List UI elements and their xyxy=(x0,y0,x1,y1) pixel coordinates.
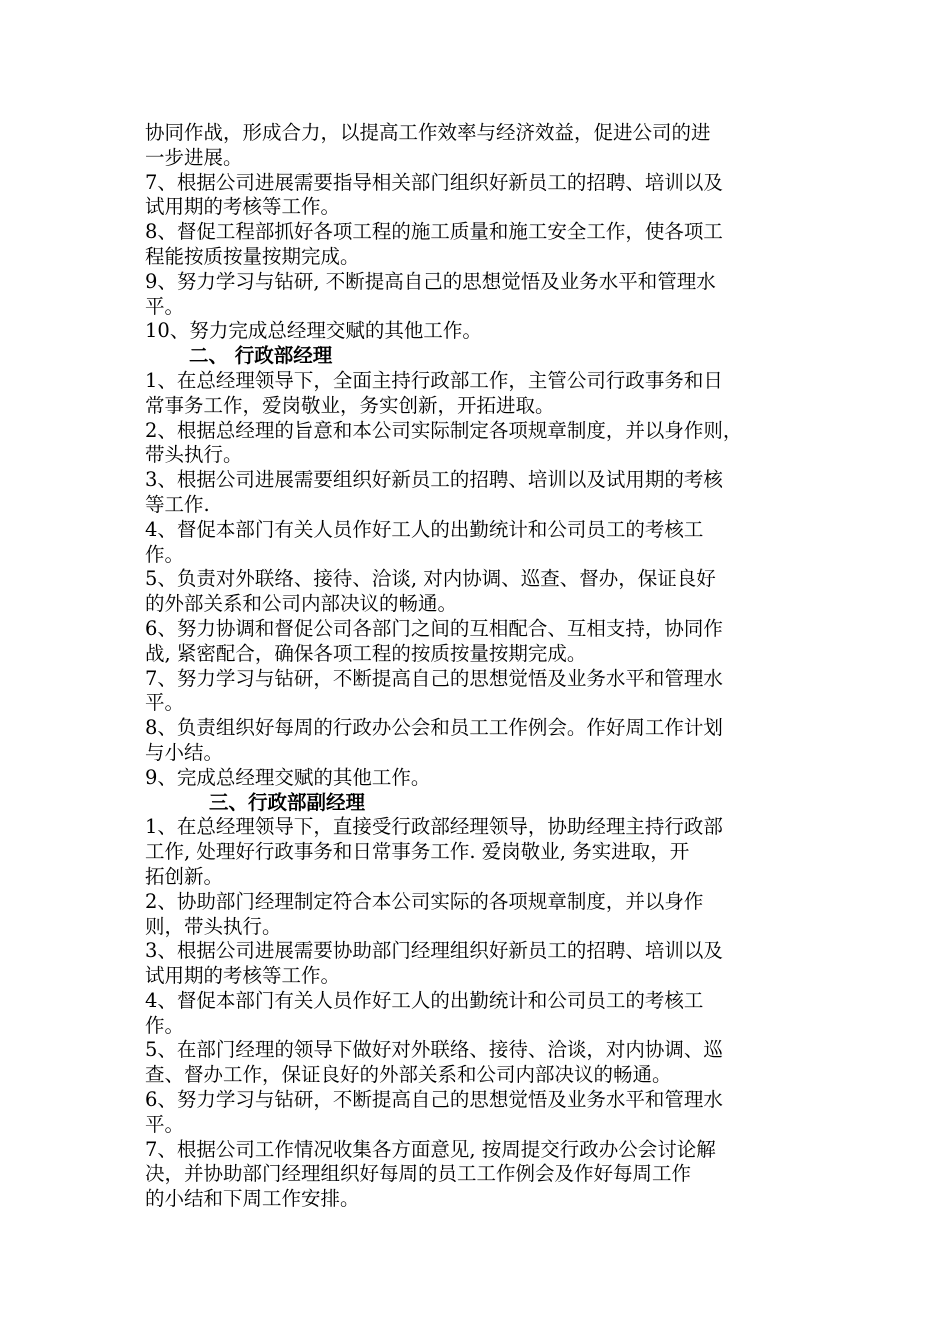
text-line: 2、根据总经理的旨意和本公司实际制定各项规章制度，并以身作则， xyxy=(145,418,743,442)
text-line: 等工作. xyxy=(145,492,210,516)
text-line: 3、根据公司进展需要协助部门经理组织好新员工的招聘、培训以及 xyxy=(145,939,723,963)
text-line: 9、完成总经理交赋的其他工作。 xyxy=(145,765,431,789)
text-line: 平。 xyxy=(145,691,185,715)
text-line: 4、督促本部门有关人员作好工人的出勤统计和公司员工的考核工 xyxy=(145,517,704,541)
text-line: 一步进展。 xyxy=(145,145,243,169)
text-line: 程能按质按量按期完成。 xyxy=(145,244,360,268)
text-line: 7、努力学习与钻研，不断提高自己的思想觉悟及业务水平和管理水 xyxy=(145,666,723,690)
text-line: 试用期的考核等工作。 xyxy=(145,964,341,988)
text-line: 作。 xyxy=(145,1013,185,1037)
text-line: 1、在总经理领导下，全面主持行政部工作，主管公司行政事务和日 xyxy=(145,368,723,392)
text-line: 5、在部门经理的领导下做好对外联络、接待、洽谈，对内协调、巡 xyxy=(145,1038,723,1062)
text-line: 8、负责组织好每周的行政办公会和员工工作例会。作好周工作计划 xyxy=(145,716,723,740)
text-line: 平。 xyxy=(145,294,185,318)
text-line: 9、努力学习与钻研, 不断提高自己的思想觉悟及业务水平和管理水 xyxy=(145,269,716,293)
text-line: 的外部关系和公司内部决议的畅通。 xyxy=(145,592,458,616)
text-line: 7、根据公司进展需要指导相关部门组织好新员工的招聘、培训以及 xyxy=(145,170,723,194)
text-line: 常事务工作，爱岗敬业，务实创新，开拓进取。 xyxy=(145,393,555,417)
text-line: 拓创新。 xyxy=(145,864,224,888)
text-line: 查、督办工作，保证良好的外部关系和公司内部决议的畅通。 xyxy=(145,1063,672,1087)
text-line: 则，带头执行。 xyxy=(145,914,282,938)
text-line: 的小结和下周工作安排。 xyxy=(145,1187,360,1211)
text-line: 工作, 处理好行政事务和日常事务工作. 爱岗敬业, 务实进取，开 xyxy=(145,840,690,864)
text-line: 4、督促本部门有关人员作好工人的出勤统计和公司员工的考核工 xyxy=(145,988,704,1012)
text-line: 战, 紧密配合，确保各项工程的按质按量按期完成。 xyxy=(145,641,587,665)
section-heading: 二、 行政部经理 xyxy=(189,344,333,368)
text-line: 平。 xyxy=(145,1112,185,1136)
text-line: 协同作战，形成合力，以提高工作效率与经济效益，促进公司的进 xyxy=(145,121,711,144)
section-heading: 三、行政部副经理 xyxy=(209,790,366,814)
text-line: 决，并协助部门经理组织好每周的员工工作例会及作好每周工作 xyxy=(145,1162,692,1186)
text-line: 试用期的考核等工作。 xyxy=(145,195,341,219)
text-line: 6、努力学习与钻研，不断提高自己的思想觉悟及业务水平和管理水 xyxy=(145,1088,723,1112)
text-line: 10、努力完成总经理交赋的其他工作。 xyxy=(145,319,482,343)
text-line: 作。 xyxy=(145,542,185,566)
text-line: 带头执行。 xyxy=(145,443,243,467)
text-line: 1、在总经理领导下，直接受行政部经理领导，协助经理主持行政部 xyxy=(145,815,723,839)
text-line: 5、负责对外联络、接待、洽谈, 对内协调、巡查、督办，保证良好 xyxy=(145,567,716,591)
text-line: 7、根据公司工作情况收集各方面意见, 按周提交行政办公会讨论解 xyxy=(145,1137,716,1161)
text-line: 2、协助部门经理制定符合本公司实际的各项规章制度，并以身作 xyxy=(145,889,704,913)
document-body xyxy=(145,121,825,1212)
text-line: 6、努力协调和督促公司各部门之间的互相配合、互相支持，协同作 xyxy=(145,616,723,640)
text-line: 8、督促工程部抓好各项工程的施工质量和施工安全工作，使各项工 xyxy=(145,220,723,244)
text-line: 3、根据公司进展需要组织好新员工的招聘、培训以及试用期的考核 xyxy=(145,468,723,492)
text-line: 与小结。 xyxy=(145,740,224,764)
